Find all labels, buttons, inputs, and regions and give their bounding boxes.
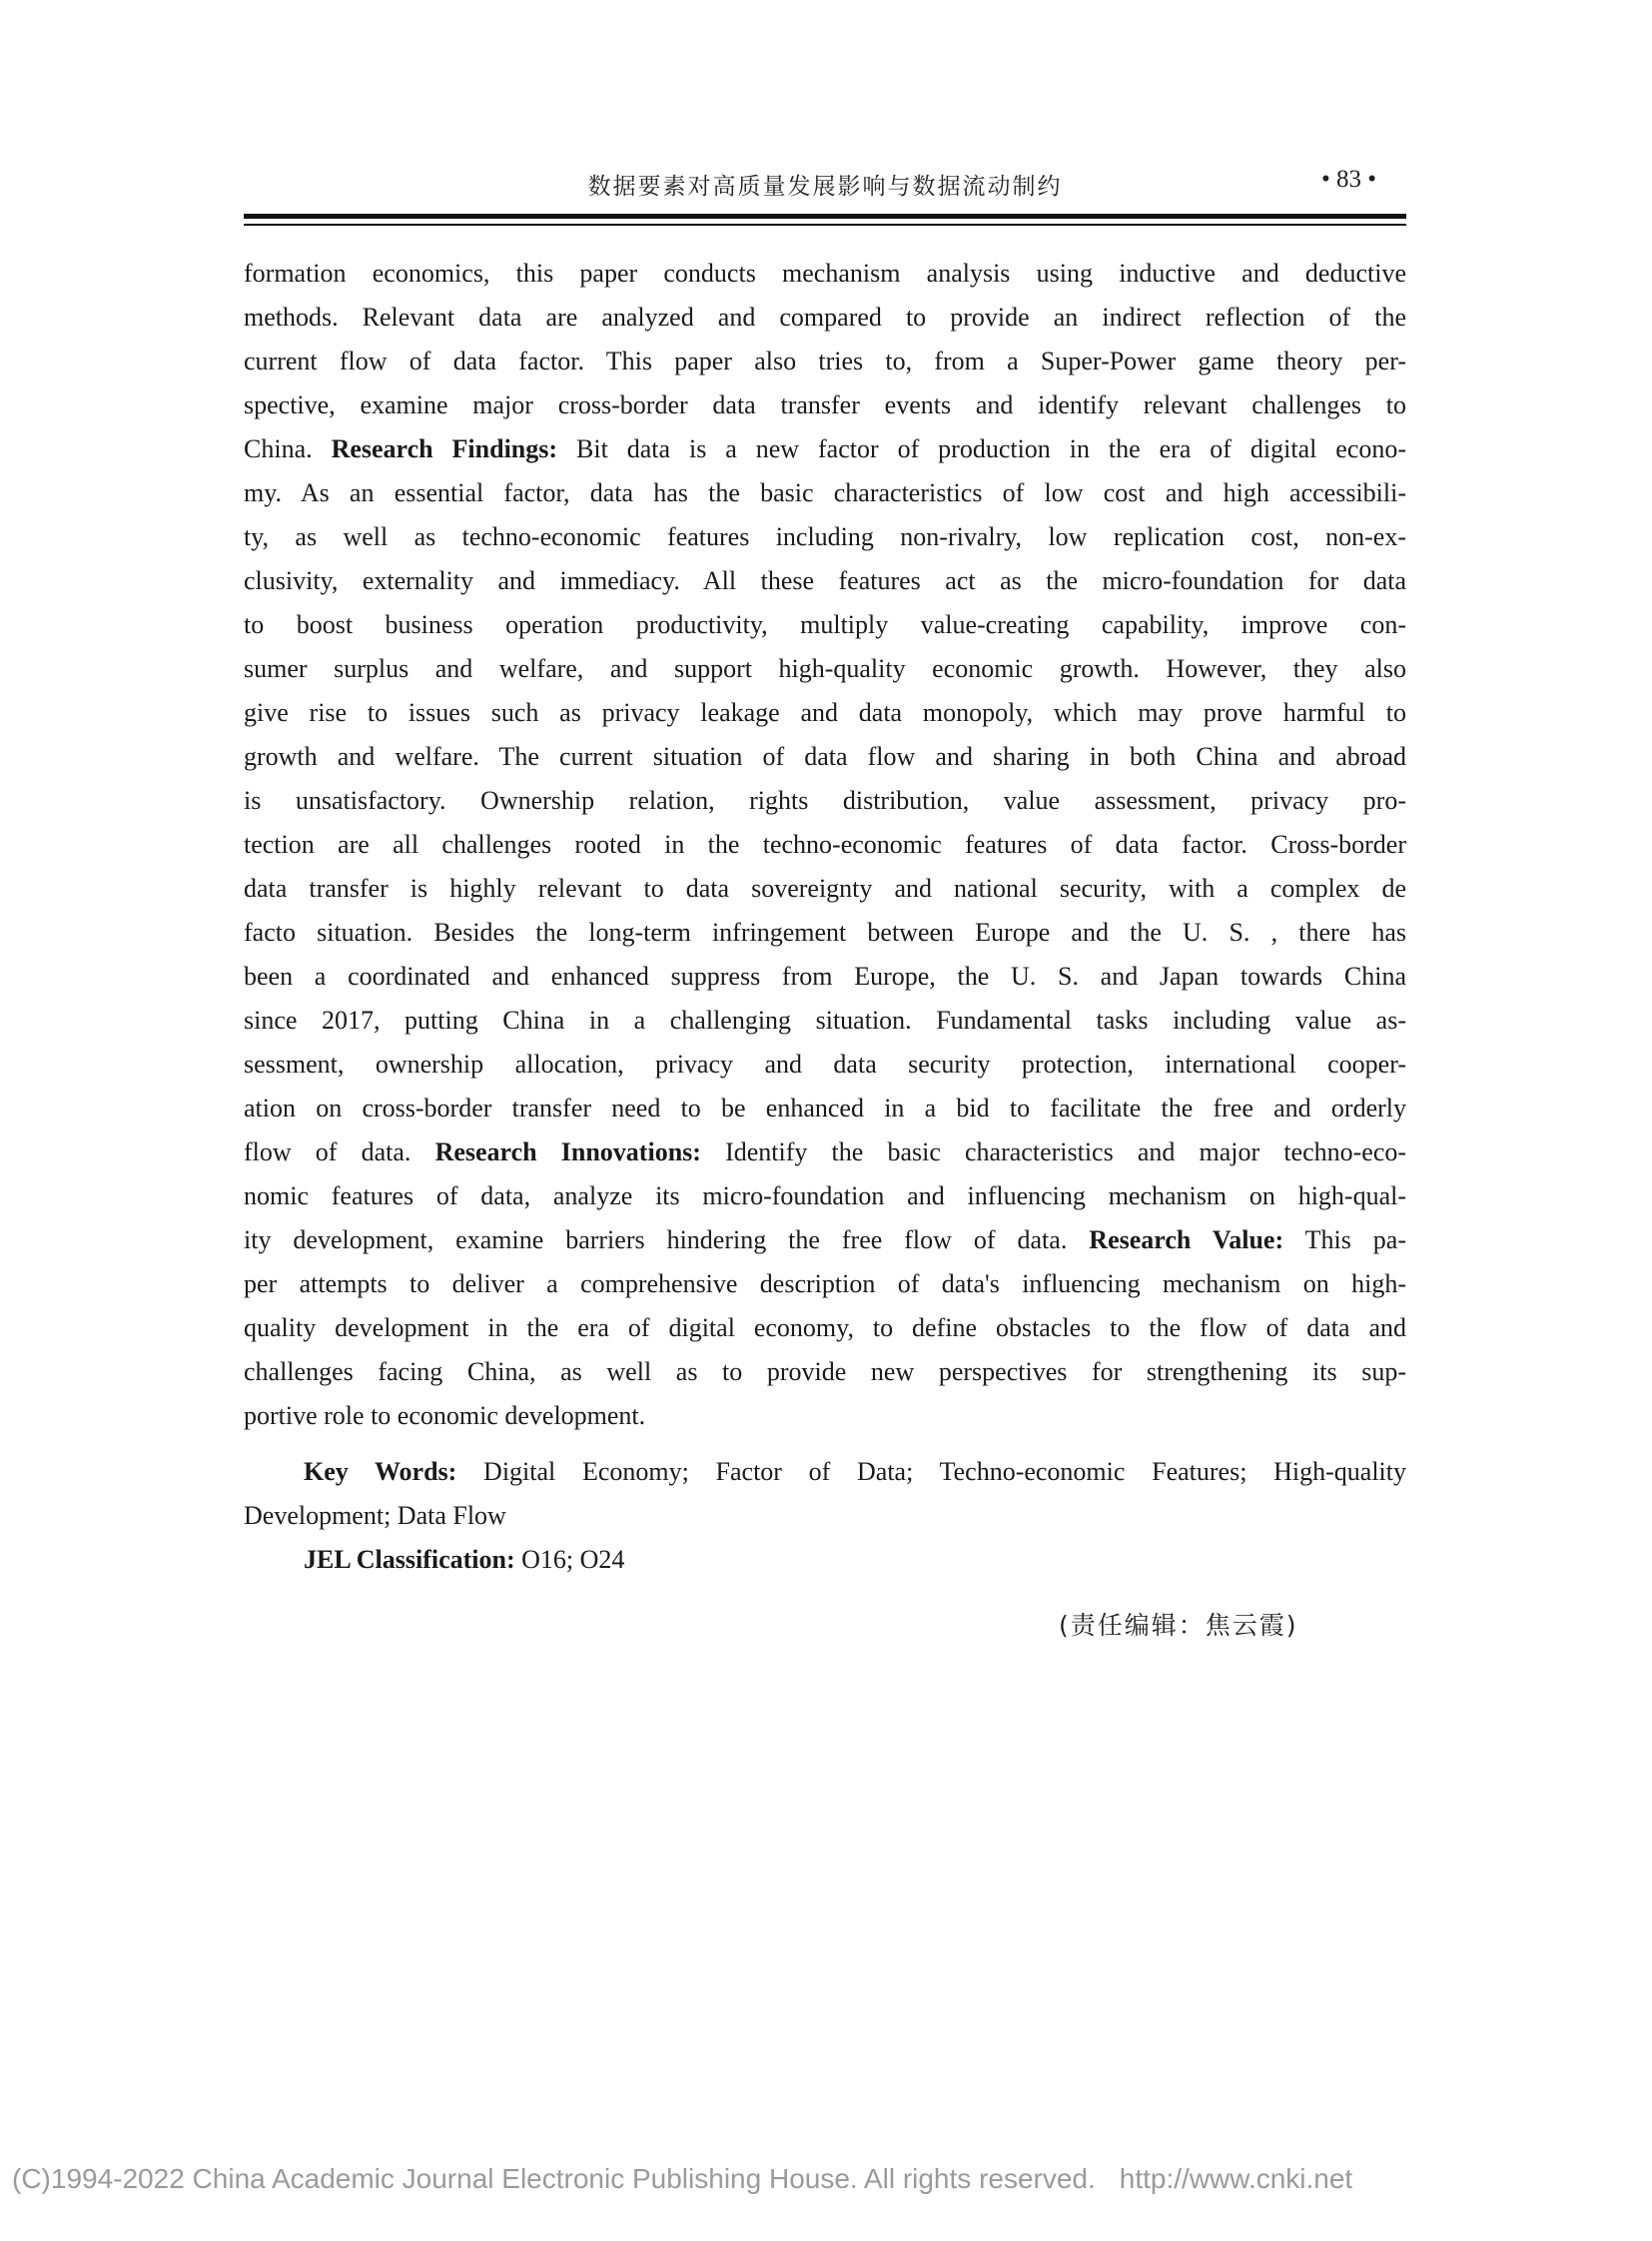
text-line: current flow of data factor. This paper also tries to, from a Super-Power game theory per- <box>244 347 1406 375</box>
text-segment: Identify the basic characteristics and major techno-eco- <box>725 1137 1406 1166</box>
text-line: been a coordinated and enhanced suppress from Europe, the U. S. and Japan towards China <box>244 962 1406 991</box>
running-header <box>244 168 1406 208</box>
text-segment: ity development, examine barriers hindering the free flow of data. <box>244 1225 1068 1254</box>
responsible-editor: (责任编辑：焦云霞) <box>1059 1611 1298 1640</box>
text-line: formation economics, this paper conducts mechanism analysis using inductive and deductive <box>244 259 1406 288</box>
text-line: is unsatisfactory. Ownership relation, rights distribution, value assessment, privacy pro- <box>244 786 1406 815</box>
paragraph-gap <box>244 1438 1406 1450</box>
text-segment: China. <box>244 434 313 463</box>
text-line: growth and welfare. The current situation of data flow and sharing in both China and abroad <box>244 742 1406 771</box>
text-line: spective, examine major cross-border data transfer events and identify relevant challenges to <box>244 390 1406 419</box>
text-segment: Bit data is a new factor of production in the era of digital econo- <box>576 434 1406 463</box>
research-findings-label: Research Findings: <box>331 434 558 463</box>
header-rule-thin <box>244 224 1406 226</box>
text-line: sessment, ownership allocation, privacy and data security protection, international cooper- <box>244 1050 1406 1079</box>
text-segment: flow of data. <box>244 1137 412 1166</box>
copyright-footer <box>12 2163 1352 2195</box>
jel-value: O16; O24 <box>521 1545 625 1574</box>
header-rule-thick <box>244 214 1406 219</box>
text-line: facto situation. Besides the long-term infringement between Europe and the U. S. , there has <box>244 918 1406 947</box>
keywords-line <box>244 1450 1406 1494</box>
jel-line <box>244 1538 1406 1582</box>
text-line <box>244 1218 1406 1262</box>
jel-label: JEL Classification: <box>304 1545 515 1574</box>
page-number: • 83 • <box>1320 166 1376 193</box>
text-line: nomic features of data, analyze its micro-foundation and influencing mechanism on high-qual- <box>244 1181 1406 1210</box>
text-line: clusivity, externality and immediacy. All these features act as the micro-foundation for data <box>244 566 1406 595</box>
text-line: tection are all challenges rooted in the techno-economic features of data factor. Cross-border <box>244 830 1406 859</box>
text-line <box>244 1130 1406 1174</box>
copyright-text: (C)1994-2022 China Academic Journal Electronic Publishing House. All rights reserved. <box>12 2163 1096 2194</box>
abstract-body <box>244 252 1406 1582</box>
text-line: give rise to issues such as privacy leakage and data monopoly, which may prove harmful to <box>244 698 1406 727</box>
text-line: ty, as well as techno-economic features including non-rivalry, low replication cost, non-ex- <box>244 522 1406 551</box>
text-line <box>244 427 1406 471</box>
keywords-line: Development; Data Flow <box>244 1501 506 1530</box>
text-line: methods. Relevant data are analyzed and compared to provide an indirect reflection of the <box>244 303 1406 332</box>
footer-url: http://www.cnki.net <box>1119 2163 1353 2194</box>
text-line: per attempts to deliver a comprehensive description of data's influencing mechanism on high- <box>244 1269 1406 1298</box>
text-line: ation on cross-border transfer need to be enhanced in a bid to facilitate the free and orderly <box>244 1094 1406 1122</box>
text-line: to boost business operation productivity, multiply value-creating capability, improve con- <box>244 610 1406 639</box>
text-line: my. As an essential factor, data has the basic characteristics of low cost and high accessibili- <box>244 478 1406 507</box>
research-value-label: Research Value: <box>1089 1225 1284 1254</box>
text-line: portive role to economic development. <box>244 1401 646 1430</box>
text-line: since 2017, putting China in a challenging situation. Fundamental tasks including value as- <box>244 1006 1406 1035</box>
running-title: 数据要素对高质量发展影响与数据流动制约 <box>587 174 1063 200</box>
text-line: quality development in the era of digital economy, to define obstacles to the flow of data and <box>244 1313 1406 1342</box>
keywords-label: Key Words: <box>304 1457 457 1486</box>
text-segment: This pa- <box>1304 1225 1406 1254</box>
keywords-text: Digital Economy; Factor of Data; Techno-economic Features; High-quality <box>483 1457 1406 1486</box>
text-line: sumer surplus and welfare, and support high-quality economic growth. However, they also <box>244 654 1406 683</box>
text-line: data transfer is highly relevant to data sovereignty and national security, with a complex de <box>244 874 1406 903</box>
text-line: challenges facing China, as well as to provide new perspectives for strengthening its sup- <box>244 1357 1406 1386</box>
research-innovations-label: Research Innovations: <box>434 1137 701 1166</box>
